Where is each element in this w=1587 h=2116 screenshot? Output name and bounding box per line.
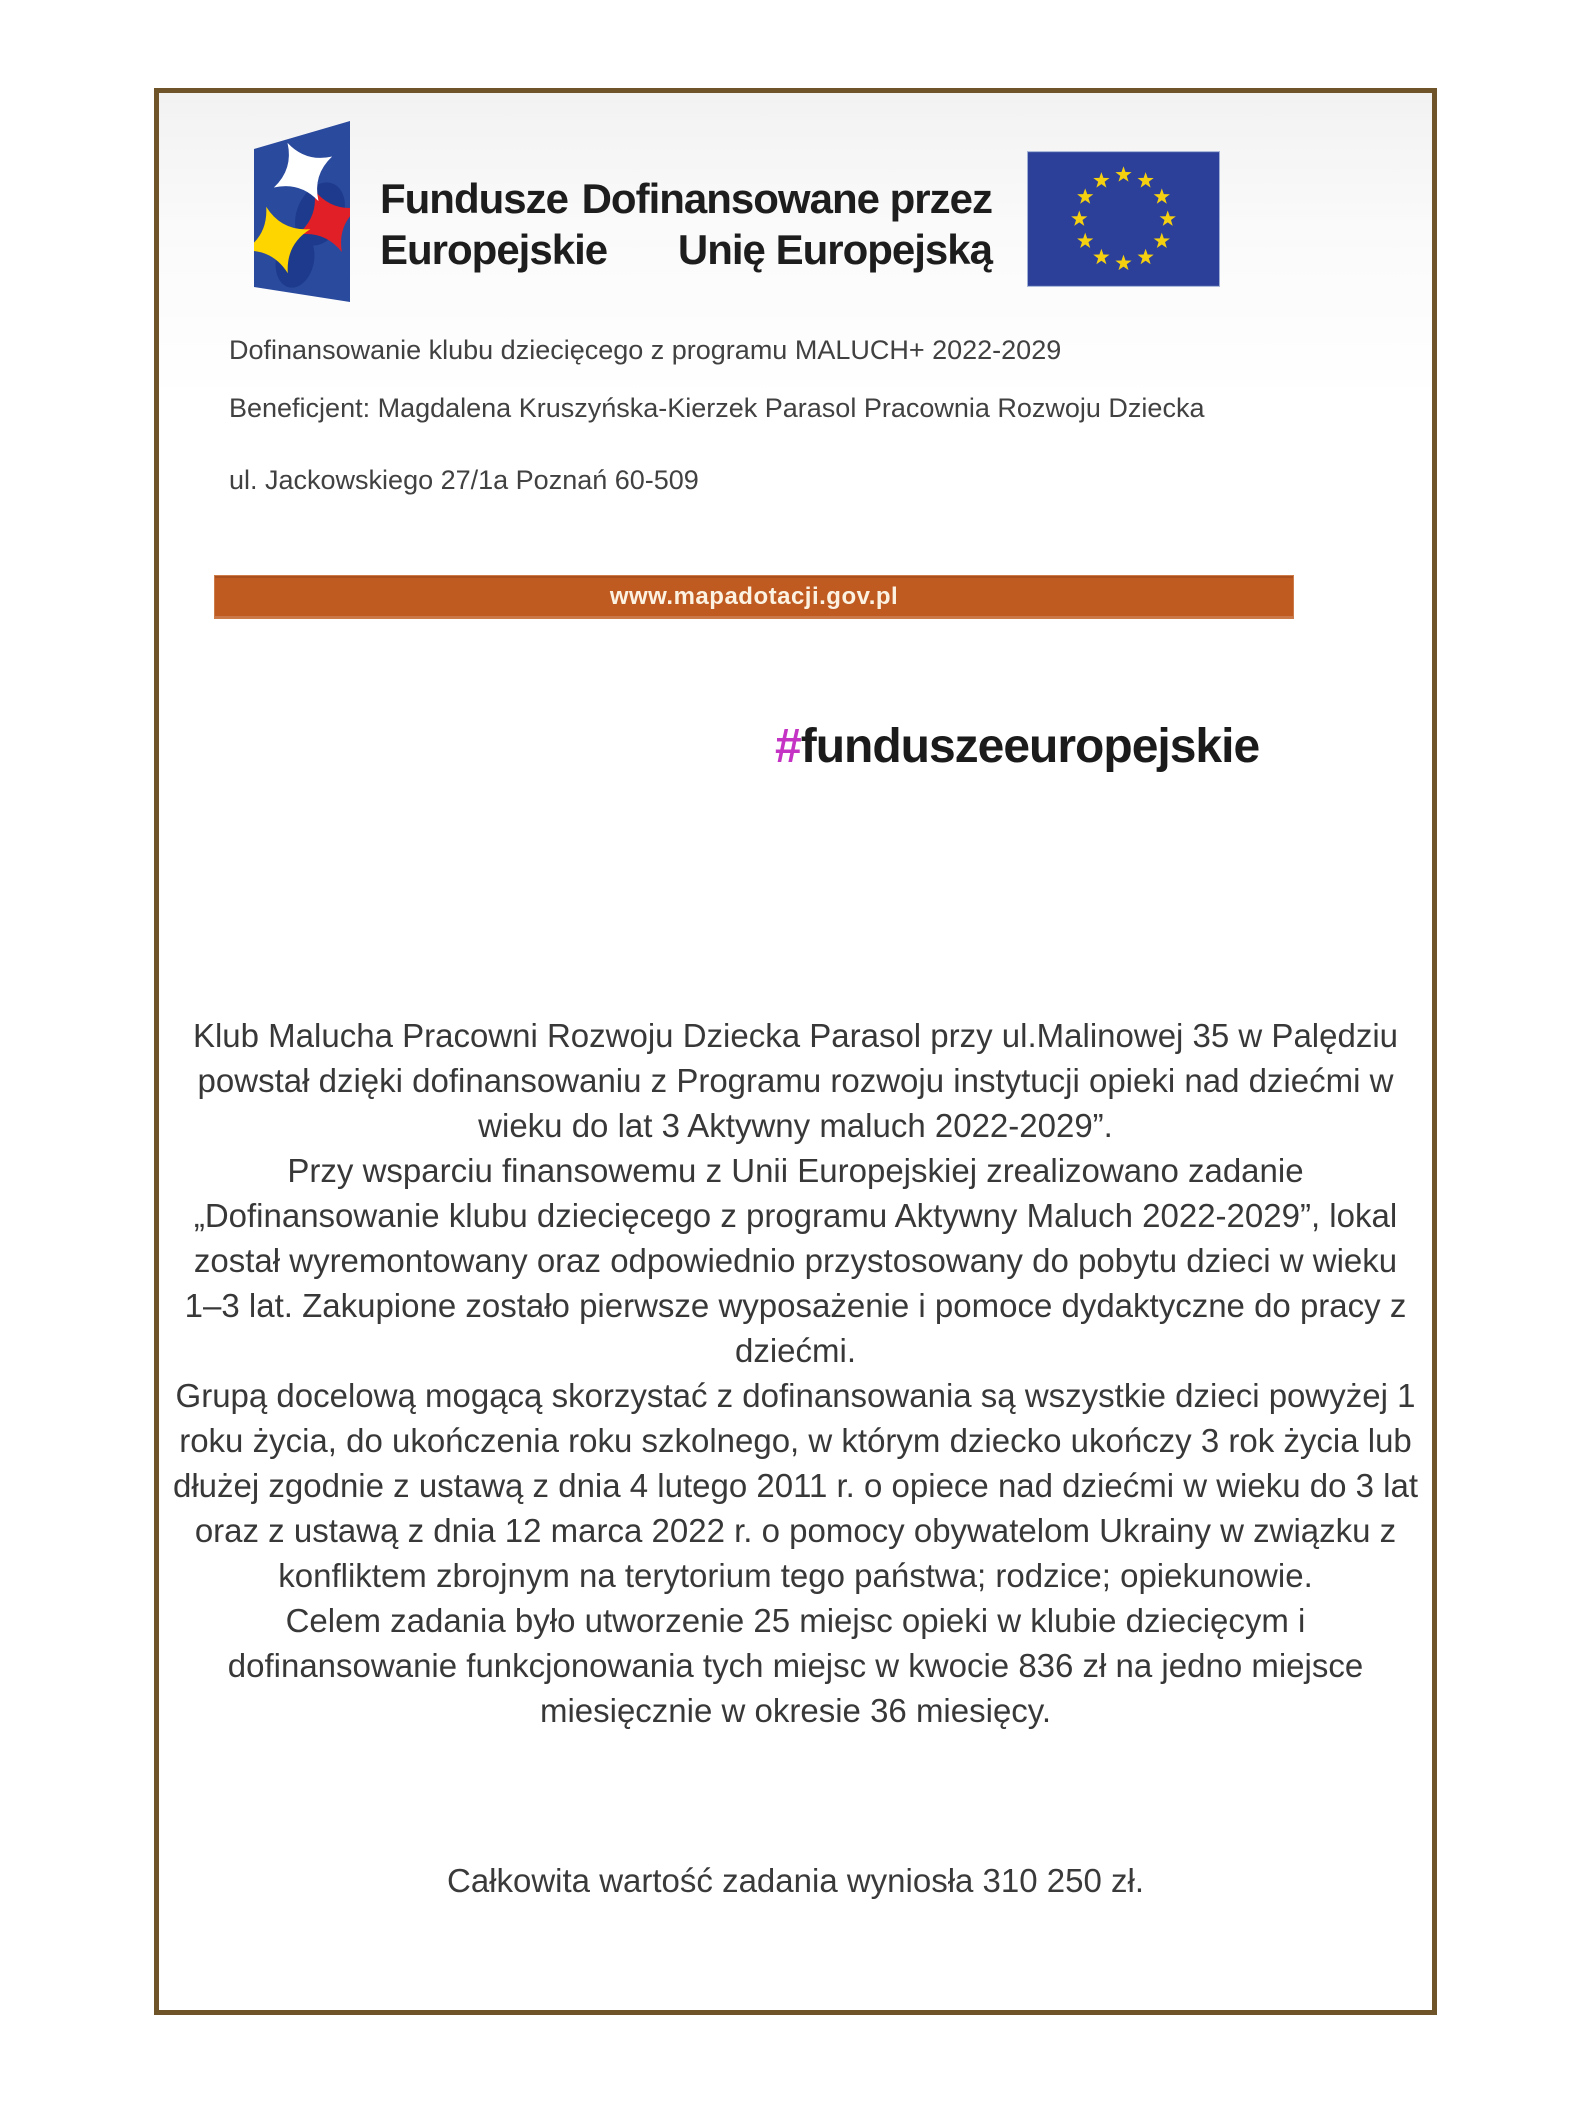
total-value-line: Całkowita wartość zadania wyniosła 310 250 zł. bbox=[446, 1862, 1145, 1899]
hashtag-funduszeeuropejskie bbox=[775, 719, 1259, 774]
program-title-line: Dofinansowanie klubu dziecięcego z programu MALUCH+ 2022-2029 bbox=[229, 335, 1062, 365]
fe-logo-text bbox=[380, 173, 607, 275]
mapadotacji-banner bbox=[214, 575, 1294, 619]
paragraph-2: Przy wsparciu finansowemu z Unii Europejskiej zrealizowano zadanie „Dofinansowanie klubu dziecięcego z programu Aktywny Maluch 2022-2029”, lokal został wyremontowany oraz odpowiednio przystosowany do pobytu dzieci w wieku 1–3 lat. Zakupione zostało pierwsze wyposażenie i pomoce dydaktyczne do pracy z dziećmi. bbox=[184, 1152, 1407, 1369]
paragraph-3: Grupą docelową mogącą skorzystać z dofinansowania są wszystkie dzieci powyżej 1 roku życia, do ukończenia roku szkolnego, w którym dziecko ukończy 3 rok życia lub dłużej zgodnie z ustawą z dnia 4 lutego 2011 r. o opiece nad dziećmi w wieku do 3 lat oraz z ustawą z dnia 12 marca 2022 r. o pomocy obywatelom Ukrainy w związku z konfliktem zbrojnym na terytorium tego państwa; rodzice; opiekunowie. bbox=[173, 1377, 1418, 1594]
banner-url-text: www.mapadotacji.gov.pl bbox=[609, 583, 899, 610]
address-line: ul. Jackowskiego 27/1a Poznań 60-509 bbox=[229, 465, 699, 495]
paragraph-1: Klub Malucha Pracowni Rozwoju Dziecka Parasol przy ul.Malinowej 35 w Palędziu powstał dzięki dofinansowaniu z Programu rozwoju instytucji opieki nad dziećmi w wieku do lat 3 Aktywny maluch 2022-2029”. bbox=[192, 1017, 1399, 1144]
funded-by-text bbox=[582, 173, 992, 275]
project-info bbox=[229, 331, 1204, 499]
hash-symbol: # bbox=[775, 720, 801, 773]
eu-flag-icon bbox=[1027, 151, 1220, 287]
hashtag-text: funduszeeuropejskie bbox=[800, 720, 1260, 773]
fe-logo-line2: Europejskie bbox=[380, 226, 608, 273]
paragraph-4: Celem zadania było utworzenie 25 miejsc opieki w klubie dziecięcym i dofinansowanie funkcjonowania tych miejsc w kwocie 836 zł na jedno miejsce miesięcznie w okresie 36 miesięcy. bbox=[227, 1602, 1364, 1729]
funded-by-line1: Dofinansowane przez bbox=[581, 175, 992, 222]
beneficiary-line: Beneficjent: Magdalena Kruszyńska-Kierzek Parasol Pracownia Rozwoju Dziecka bbox=[229, 393, 1205, 423]
funded-by-line2: Unię Europejską bbox=[677, 226, 992, 273]
document-page bbox=[154, 88, 1437, 2015]
fundusze-europejskie-logo-icon bbox=[254, 121, 350, 303]
body-text bbox=[173, 1013, 1418, 1733]
fe-logo-line1: Fundusze bbox=[380, 175, 568, 222]
